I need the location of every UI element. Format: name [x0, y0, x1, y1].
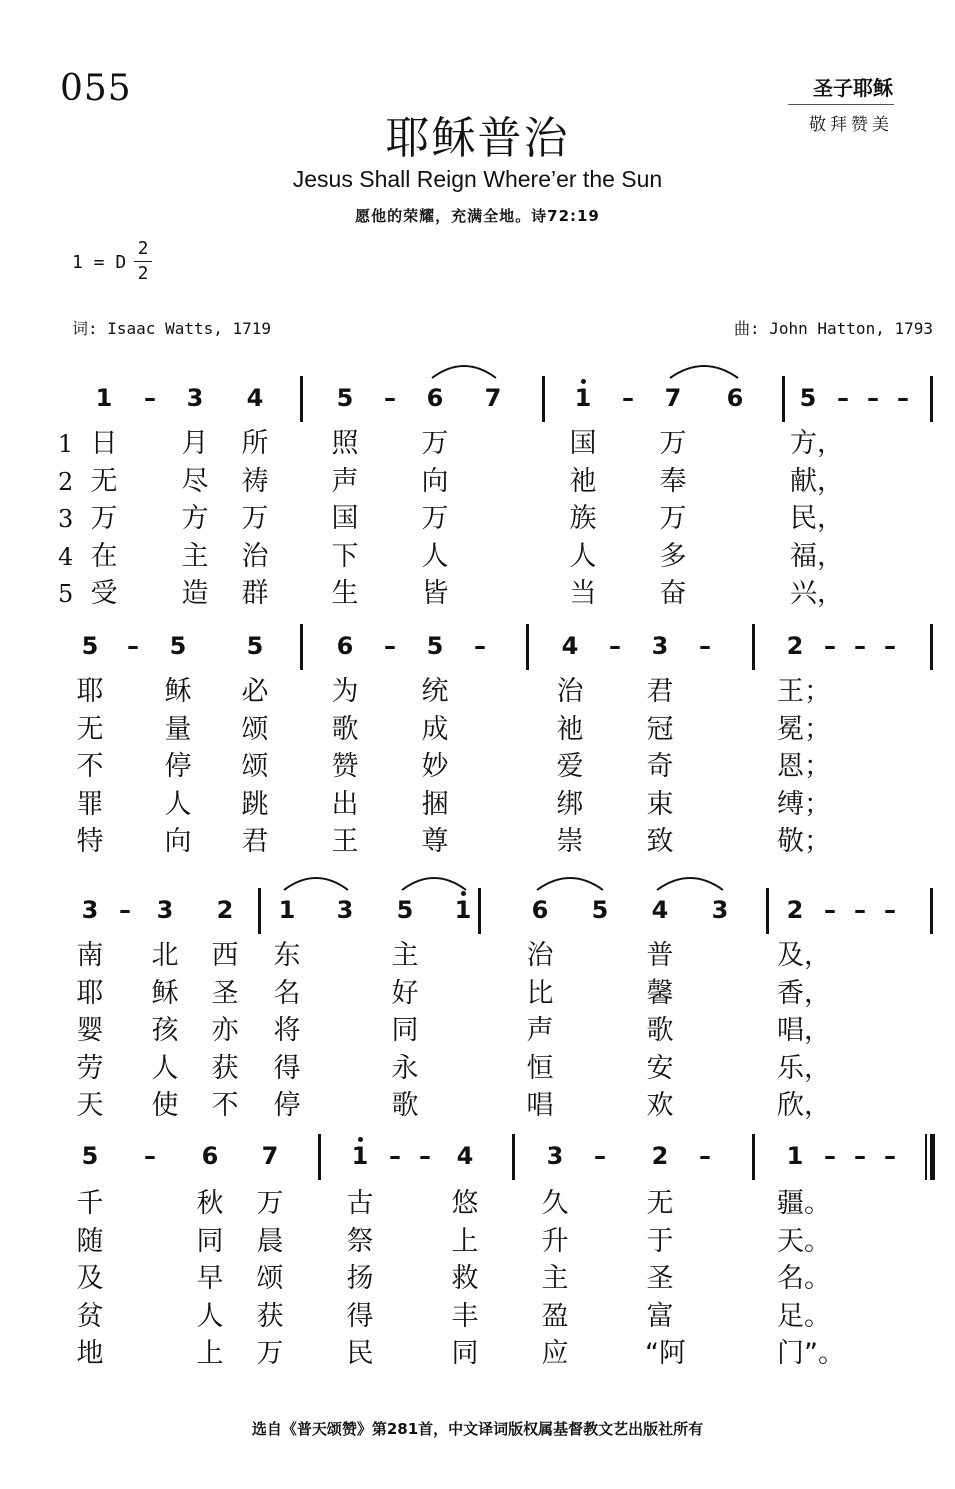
slur-arc [400, 872, 468, 892]
note: 3 [186, 384, 204, 412]
dash-mark: – [384, 632, 396, 660]
lyric-syllable: 主 [181, 540, 209, 572]
lyric-syllable: 稣 [164, 676, 192, 707]
bar-line [782, 376, 785, 422]
lyric-syllable: 不 [76, 751, 104, 782]
lyric-syllable: 乐， [777, 1052, 831, 1084]
dash-mark: – [837, 384, 849, 412]
note: 5 [169, 632, 187, 660]
lyric-syllable: 婴 [76, 1015, 104, 1046]
lyric-syllable: 族 [569, 503, 597, 534]
lyric-syllable: 永 [391, 1052, 419, 1084]
lyric-syllable: 获 [256, 1300, 284, 1332]
lyric-syllable: 国 [331, 503, 359, 534]
lyric-syllable: 耶 [76, 977, 104, 1009]
lyric-syllable: 治 [241, 540, 269, 572]
lyric-syllable: 东 [273, 940, 301, 971]
bar-line [512, 1134, 515, 1180]
lyric-syllable: 于 [646, 1225, 674, 1257]
lyric-syllable: 馨 [646, 977, 674, 1009]
lyric-syllable: 赞 [331, 751, 359, 782]
lyric-syllable: 向 [164, 826, 192, 857]
lyric-syllable: 万 [256, 1338, 284, 1369]
lyric-syllable: 无 [646, 1188, 674, 1219]
lyric-syllable: 万 [421, 503, 449, 534]
dash-mark: – [824, 1142, 836, 1170]
lyric-syllable: 南 [76, 940, 104, 971]
lyric-syllable: 下 [331, 540, 359, 572]
lyric-syllable: 出 [331, 788, 359, 820]
slur-arc [668, 360, 740, 380]
lyric-syllable: 祷 [241, 465, 269, 497]
lyric-syllable: 民， [790, 503, 844, 534]
bar-line [300, 376, 303, 422]
lyric-syllable: 普 [646, 940, 674, 971]
bar-line [542, 376, 545, 422]
note: 5 [396, 896, 414, 924]
verse-number: 1 [58, 430, 74, 458]
note: 5 [799, 384, 817, 412]
lyric-syllable: 疆。 [777, 1188, 831, 1219]
lyric-syllable: 爱 [556, 751, 584, 782]
bar-line [478, 888, 481, 934]
dash-mark: – [699, 1142, 711, 1170]
lyric-syllable: 贫 [76, 1300, 104, 1332]
note: 5 [591, 896, 609, 924]
note: 5 [336, 384, 354, 412]
note: 3 [336, 896, 354, 924]
dash-mark: – [144, 384, 156, 412]
note: 5 [81, 1142, 99, 1170]
dash-mark: – [474, 632, 486, 660]
lyric-syllable: 天 [76, 1090, 104, 1121]
lyric-syllable: 尊 [421, 826, 449, 857]
note: 6 [726, 384, 744, 412]
time-signature-top: 2 [137, 238, 149, 259]
note: 7 [484, 384, 502, 412]
lyric-syllable: 冕； [777, 713, 831, 745]
note: 7 [261, 1142, 279, 1170]
category-label: 圣子耶稣 [813, 76, 893, 100]
bar-line [258, 888, 261, 934]
lyric-syllable: 唱， [777, 1015, 831, 1046]
lyric-syllable: 捆 [421, 788, 449, 820]
lyric-syllable: 方， [790, 428, 844, 459]
lyric-syllable: 耶 [76, 676, 104, 707]
note: 4 [246, 384, 264, 412]
dash-mark: – [884, 632, 896, 660]
note: 1 [454, 896, 472, 924]
slur-arc [430, 360, 498, 380]
lyric-syllable: 人 [569, 540, 597, 572]
lyric-syllable: 孩 [151, 1015, 179, 1046]
lyric-syllable: 颂 [241, 751, 269, 782]
lyric-syllable: 千 [76, 1188, 104, 1219]
lyric-syllable: 奇 [646, 751, 674, 782]
note: 2 [786, 896, 804, 924]
lyric-syllable: 万 [659, 428, 687, 459]
key-signature: 1 = D [72, 252, 127, 273]
dash-mark: – [884, 896, 896, 924]
lyric-syllable: 人 [164, 788, 192, 820]
lyric-syllable: 万 [421, 428, 449, 459]
dash-mark: – [699, 632, 711, 660]
lyric-syllable: 早 [196, 1263, 224, 1294]
lyric-syllable: 声 [526, 1015, 554, 1046]
note: 1 [786, 1142, 804, 1170]
dash-mark: – [884, 1142, 896, 1170]
english-title: Jesus Shall Reign Where’er the Sun [292, 166, 663, 192]
lyric-syllable: 主 [391, 940, 419, 971]
note: 4 [651, 896, 669, 924]
bar-line [930, 624, 933, 670]
lyric-syllable: 崇 [556, 826, 584, 857]
dash-mark: – [854, 1142, 866, 1170]
lyric-syllable: 王 [331, 826, 359, 857]
lyric-syllable: 所 [241, 428, 269, 459]
lyric-syllable: 奉 [659, 465, 687, 497]
lyric-syllable: 歌 [391, 1090, 419, 1121]
lyric-syllable: 地 [76, 1338, 104, 1369]
hymn-title: 耶稣普治 [385, 113, 570, 164]
slur-arc [282, 872, 350, 892]
note: 3 [651, 632, 669, 660]
lyric-syllable: 悠 [451, 1188, 479, 1219]
lyric-syllable: 声 [331, 465, 359, 497]
lyric-syllable: 欢 [646, 1090, 674, 1121]
lyric-syllable: 日 [90, 428, 118, 459]
lyric-syllable: 得 [273, 1052, 301, 1084]
lyric-syllable: 皆 [421, 578, 449, 609]
lyric-syllable: 祂 [569, 465, 597, 497]
lyric-syllable: 尽 [181, 465, 209, 497]
bar-line [766, 888, 769, 934]
verse-number: 2 [58, 467, 74, 496]
note: 5 [81, 632, 99, 660]
lyric-syllable: 及 [76, 1263, 104, 1294]
lyric-syllable: 富 [646, 1300, 674, 1332]
dash-mark: – [854, 632, 866, 660]
bar-line [930, 888, 933, 934]
lyric-syllable: 万 [659, 503, 687, 534]
lyric-syllable: 束 [646, 788, 674, 820]
note: 6 [426, 384, 444, 412]
dash-mark: – [897, 384, 909, 412]
note: 1 [95, 384, 113, 412]
time-signature-line [134, 261, 152, 262]
lyric-syllable: 北 [151, 940, 179, 971]
lyric-syllable: 治 [556, 676, 584, 707]
lyric-syllable: 扬 [346, 1263, 374, 1294]
lyric-syllable: 当 [569, 578, 597, 609]
final-bar-thick [930, 1134, 935, 1180]
lyric-syllable: 无 [90, 465, 118, 497]
bar-line [930, 376, 933, 422]
note: 1 [351, 1142, 369, 1170]
lyric-syllable: 停 [164, 751, 192, 782]
lyric-syllable: 罪 [76, 788, 104, 820]
final-bar-thin [925, 1134, 927, 1180]
lyric-syllable: 好 [391, 977, 419, 1009]
lyric-syllable: 圣 [211, 977, 239, 1009]
lyric-syllable: 君 [241, 826, 269, 857]
dash-mark: – [622, 384, 634, 412]
note: 6 [336, 632, 354, 660]
dash-mark: – [389, 1142, 401, 1170]
lyric-syllable: 绑 [556, 788, 584, 820]
note: 4 [456, 1142, 474, 1170]
hymn-number: 055 [60, 68, 132, 109]
lyric-syllable: 同 [196, 1225, 224, 1257]
lyric-syllable: 歌 [646, 1015, 674, 1046]
note: 1 [574, 384, 592, 412]
lyric-syllable: 秋 [196, 1188, 224, 1219]
lyric-syllable: 不 [211, 1090, 239, 1121]
lyric-syllable: 稣 [151, 977, 179, 1009]
lyric-syllable: 妙 [421, 751, 449, 782]
subcategory-label: 敬拜赞美 [809, 115, 893, 135]
lyric-syllable: 向 [421, 465, 449, 497]
lyric-syllable: 生 [331, 578, 359, 609]
lyric-syllable: 救 [451, 1263, 479, 1294]
lyric-syllable: “阿 [645, 1338, 686, 1369]
dash-mark: – [119, 896, 131, 924]
lyric-syllable: 成 [421, 713, 449, 745]
note: 2 [786, 632, 804, 660]
lyric-syllable: 欣， [777, 1090, 831, 1121]
lyric-syllable: 王； [777, 676, 831, 707]
lyric-syllable: 群 [241, 578, 269, 609]
lyric-syllable: 为 [331, 676, 359, 707]
verse-number: 4 [58, 542, 74, 571]
lyric-syllable: 多 [659, 540, 687, 572]
lyric-syllable: 将 [273, 1015, 301, 1046]
lyric-syllable: 量 [164, 713, 192, 745]
lyric-syllable: 无 [76, 713, 104, 745]
note: 5 [426, 632, 444, 660]
lyric-syllable: 天。 [777, 1225, 831, 1257]
lyric-syllable: 君 [646, 676, 674, 707]
lyric-syllable: 亦 [211, 1015, 239, 1046]
lyric-syllable: 名 [273, 977, 301, 1009]
lyric-syllable: 民 [346, 1338, 374, 1369]
lyric-syllable: 停 [273, 1090, 301, 1121]
lyric-syllable: 上 [196, 1338, 224, 1369]
dash-mark: – [867, 384, 879, 412]
lyricist-credit: 词: Isaac Watts, 1719 [72, 319, 272, 338]
lyric-syllable: 受 [90, 578, 118, 609]
bar-line [300, 624, 303, 670]
lyric-syllable: 治 [526, 940, 554, 971]
lyric-syllable: 跳 [241, 788, 269, 820]
bar-line [752, 624, 755, 670]
lyric-syllable: 得 [346, 1300, 374, 1332]
lyric-syllable: 劳 [76, 1052, 104, 1084]
scripture-verse: 愿他的荣耀，充满全地。诗72:19 [355, 207, 600, 225]
note: 2 [651, 1142, 669, 1170]
lyric-syllable: 万 [90, 503, 118, 534]
dash-mark: – [824, 632, 836, 660]
lyric-syllable: 特 [76, 826, 104, 857]
composer-credit: 曲: John Hatton, 1793 [733, 319, 933, 338]
high-octave-dot [358, 1137, 363, 1142]
lyric-syllable: 福， [790, 540, 844, 572]
note: 6 [201, 1142, 219, 1170]
bar-line [752, 1134, 755, 1180]
bar-line [526, 624, 529, 670]
lyric-syllable: 恒 [526, 1052, 554, 1084]
lyric-syllable: 升 [541, 1225, 569, 1257]
lyric-syllable: 名。 [777, 1263, 831, 1294]
dash-mark: – [384, 384, 396, 412]
lyric-syllable: 必 [241, 676, 269, 707]
lyric-syllable: 同 [391, 1015, 419, 1046]
lyric-syllable: 安 [646, 1052, 674, 1084]
lyric-syllable: 敬； [777, 826, 831, 857]
lyric-syllable: 献， [790, 465, 844, 497]
note: 2 [216, 896, 234, 924]
lyric-syllable: 圣 [646, 1263, 674, 1294]
lyric-syllable: 及， [777, 940, 831, 971]
lyric-syllable: 月 [181, 428, 209, 459]
dash-mark: – [824, 896, 836, 924]
note: 1 [278, 896, 296, 924]
lyric-syllable: 足。 [777, 1300, 831, 1332]
verse-number: 5 [58, 580, 74, 608]
lyric-syllable: 造 [181, 578, 209, 609]
lyric-syllable: 致 [646, 826, 674, 857]
dash-mark: – [127, 632, 139, 660]
slur-arc [535, 872, 605, 892]
lyric-syllable: 门”。 [777, 1338, 845, 1369]
dash-mark: – [854, 896, 866, 924]
lyric-syllable: 上 [451, 1225, 479, 1257]
lyric-syllable: 冠 [646, 713, 674, 745]
verse-number: 3 [58, 505, 74, 533]
lyric-syllable: 万 [256, 1188, 284, 1219]
lyric-syllable: 祂 [556, 713, 584, 745]
lyric-syllable: 比 [526, 977, 554, 1009]
lyric-syllable: 恩； [777, 751, 831, 782]
lyric-syllable: 人 [421, 540, 449, 572]
note: 3 [546, 1142, 564, 1170]
bar-line [318, 1134, 321, 1180]
note: 3 [711, 896, 729, 924]
lyric-syllable: 祭 [346, 1225, 374, 1257]
lyric-syllable: 唱 [526, 1090, 554, 1121]
lyric-syllable: 应 [541, 1338, 569, 1369]
lyric-syllable: 国 [569, 428, 597, 459]
lyric-syllable: 歌 [331, 713, 359, 745]
note: 7 [664, 384, 682, 412]
lyric-syllable: 古 [346, 1188, 374, 1219]
time-signature-bottom: 2 [137, 263, 149, 284]
lyric-syllable: 使 [151, 1090, 179, 1121]
lyric-syllable: 方 [181, 503, 209, 534]
note: 3 [81, 896, 99, 924]
lyric-syllable: 晨 [256, 1225, 284, 1257]
lyric-syllable: 人 [151, 1052, 179, 1084]
note: 4 [561, 632, 579, 660]
lyric-syllable: 同 [451, 1338, 479, 1369]
lyric-syllable: 丰 [451, 1300, 479, 1332]
note: 5 [246, 632, 264, 660]
lyric-syllable: 随 [76, 1225, 104, 1257]
dash-mark: – [419, 1142, 431, 1170]
dash-mark: – [609, 632, 621, 660]
lyric-syllable: 颂 [241, 713, 269, 745]
lyric-syllable: 人 [196, 1300, 224, 1332]
dash-mark: – [144, 1142, 156, 1170]
lyric-syllable: 西 [211, 940, 239, 971]
lyric-syllable: 主 [541, 1263, 569, 1294]
slur-arc [655, 872, 725, 892]
lyric-syllable: 缚； [777, 788, 831, 820]
lyric-syllable: 照 [331, 428, 359, 459]
lyric-syllable: 久 [541, 1188, 569, 1219]
copyright-footer: 选自《普天颂赞》第281首，中文译词版权属基督教文艺出版社所有 [251, 1420, 704, 1438]
lyric-syllable: 香， [777, 977, 831, 1009]
lyric-syllable: 在 [90, 540, 118, 572]
lyric-syllable: 获 [211, 1052, 239, 1084]
lyric-syllable: 奋 [659, 578, 687, 609]
lyric-syllable: 颂 [256, 1263, 284, 1294]
note: 3 [156, 896, 174, 924]
lyric-syllable: 统 [421, 676, 449, 707]
lyric-syllable: 兴， [790, 578, 844, 609]
lyric-syllable: 万 [241, 503, 269, 534]
dash-mark: – [594, 1142, 606, 1170]
note: 6 [531, 896, 549, 924]
lyric-syllable: 盈 [541, 1300, 569, 1332]
high-octave-dot [581, 379, 586, 384]
